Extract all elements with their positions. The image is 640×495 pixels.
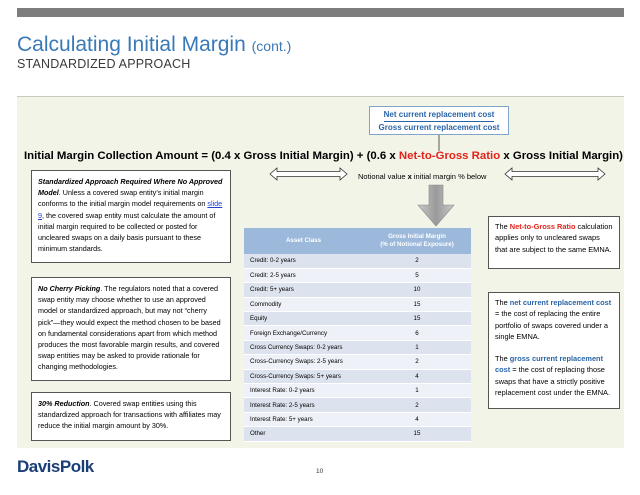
- margin-table: [244, 228, 471, 442]
- formula-part2: x Gross Initial Margin): [500, 150, 623, 162]
- asset-class-cell: Interest Rate: 0-2 years: [244, 384, 363, 398]
- header-margin-line2: (% of Notional Exposure): [380, 241, 454, 248]
- ratio-box: [369, 106, 509, 135]
- note-text: The: [495, 354, 510, 364]
- note-box-reduction: [31, 392, 231, 441]
- table-row: [244, 297, 471, 311]
- margin-value-cell: 4: [363, 412, 471, 426]
- note-text: calculation applies only to uncleared swaps that are subject to the same EMNA.: [495, 222, 613, 254]
- formula: [24, 150, 623, 162]
- header-gross-margin: [363, 228, 471, 254]
- margin-value-cell: 15: [363, 427, 471, 441]
- margin-value-cell: 1: [363, 384, 471, 398]
- page-number: 10: [316, 468, 324, 475]
- table-row: [244, 340, 471, 354]
- ratio-denominator: Gross current replacement cost: [378, 123, 500, 132]
- note-text: . Unless a covered swap entity’s initial margin conforms to the initial margin model requirements on: [38, 188, 208, 209]
- page-subtitle: STANDARDIZED APPROACH: [17, 57, 191, 71]
- note-box-cherry-picking: [31, 277, 231, 381]
- note-heading: 30% Reduction: [38, 399, 90, 408]
- asset-class-cell: Equity: [244, 312, 363, 326]
- ratio-numerator: Net current replacement cost: [384, 109, 495, 122]
- note-paragraph: [495, 353, 613, 398]
- margin-value-cell: 15: [363, 297, 471, 311]
- notional-label: [358, 172, 486, 181]
- table-row: [244, 268, 471, 282]
- note-box-replacement-cost: [488, 292, 620, 409]
- note-heading: No Cherry Picking: [38, 284, 101, 293]
- left-double-arrow-icon: [270, 168, 347, 180]
- right-double-arrow-icon: [505, 168, 605, 180]
- title-main: Calculating Initial Margin: [17, 33, 246, 56]
- table-header-row: [244, 228, 471, 254]
- table-row: [244, 369, 471, 383]
- table-row: [244, 254, 471, 268]
- margin-value-cell: 4: [363, 369, 471, 383]
- note-text: The: [495, 222, 510, 231]
- asset-class-cell: Other: [244, 427, 363, 441]
- margin-value-cell: 2: [363, 254, 471, 268]
- asset-class-cell: Credit: 0-2 years: [244, 254, 363, 268]
- note-heading: Standardized Approach Required Where No Approved Model: [38, 177, 223, 198]
- notional-x: x: [407, 172, 412, 181]
- down-arrow-icon: [418, 185, 454, 226]
- title-cont: (cont.): [251, 38, 292, 54]
- note-paragraph: [495, 297, 613, 342]
- table-row: [244, 283, 471, 297]
- table-row: [244, 355, 471, 369]
- notional-post: initial margin % below: [411, 172, 487, 181]
- asset-class-cell: Cross Currency Swaps: 0-2 years: [244, 340, 363, 354]
- asset-class-cell: Credit: 2-5 years: [244, 268, 363, 282]
- davis-polk-logo: DavisPolk: [17, 457, 94, 476]
- note-highlight: Net-to-Gross Ratio: [509, 222, 576, 231]
- note-text: . The regulators noted that a covered swap entity may choose whether to use an approved model or standardized approach, but may not “cherry pick”—they would expect the method chosen to be based on fundamental considerations apart from which method produces the most favorable margin results, and covered swap entities may be asked to provide rationale for changing methodologies.: [38, 284, 221, 372]
- formula-highlight: Net-to-Gross Ratio: [398, 150, 501, 162]
- margin-value-cell: 2: [363, 398, 471, 412]
- note-box-net-to-gross: [488, 216, 620, 269]
- margin-value-cell: 1: [363, 340, 471, 354]
- header-margin-line1: Gross Initial Margin: [388, 233, 446, 240]
- margin-value-cell: 5: [363, 268, 471, 282]
- header-asset-class: Asset Class: [244, 228, 363, 254]
- notional-pre: Notional value: [358, 172, 408, 181]
- table-row: [244, 312, 471, 326]
- table-row: [244, 427, 471, 441]
- slide-9-link[interactable]: slide 9: [38, 199, 223, 220]
- table-row: [244, 326, 471, 340]
- note-text: = the cost of replacing the entire portfolio of swaps covered under a single EMNA.: [495, 309, 608, 341]
- margin-value-cell: 2: [363, 355, 471, 369]
- asset-class-cell: Interest Rate: 5+ years: [244, 412, 363, 426]
- asset-class-cell: Commodity: [244, 297, 363, 311]
- note-text: . Covered swap entities using this standardized approach for transactions with affiliates may reduce the initial margin amount by 30%.: [38, 399, 221, 431]
- table-row: [244, 412, 471, 426]
- margin-value-cell: 10: [363, 283, 471, 297]
- note-text: , the covered swap entity must calculate the amount of initial margin required to be collected or posted for uncleared swaps on a daily basis pursuant to these minimum standards.: [38, 210, 216, 254]
- note-text: The: [495, 298, 510, 307]
- asset-class-cell: Interest Rate: 2-5 years: [244, 398, 363, 412]
- table-row: [244, 384, 471, 398]
- table-row: [244, 398, 471, 412]
- note-highlight: gross current replacement cost: [495, 354, 604, 375]
- formula-part1: Initial Margin Collection Amount = (0.4 x Gross Initial Margin) + (0.6 x: [24, 150, 399, 162]
- asset-class-cell: Cross-Currency Swaps: 5+ years: [244, 369, 363, 383]
- margin-value-cell: 15: [363, 312, 471, 326]
- note-box-standardized: [31, 170, 231, 263]
- asset-class-cell: Credit: 5+ years: [244, 283, 363, 297]
- asset-class-cell: Cross-Currency Swaps: 2-5 years: [244, 355, 363, 369]
- margin-value-cell: 6: [363, 326, 471, 340]
- note-highlight: net current replacement cost: [509, 298, 612, 307]
- asset-class-cell: Foreign Exchange/Currency: [244, 326, 363, 340]
- note-text: = the cost of replacing those swaps that have a strictly positive replacement cost under the EMNA.: [495, 365, 611, 398]
